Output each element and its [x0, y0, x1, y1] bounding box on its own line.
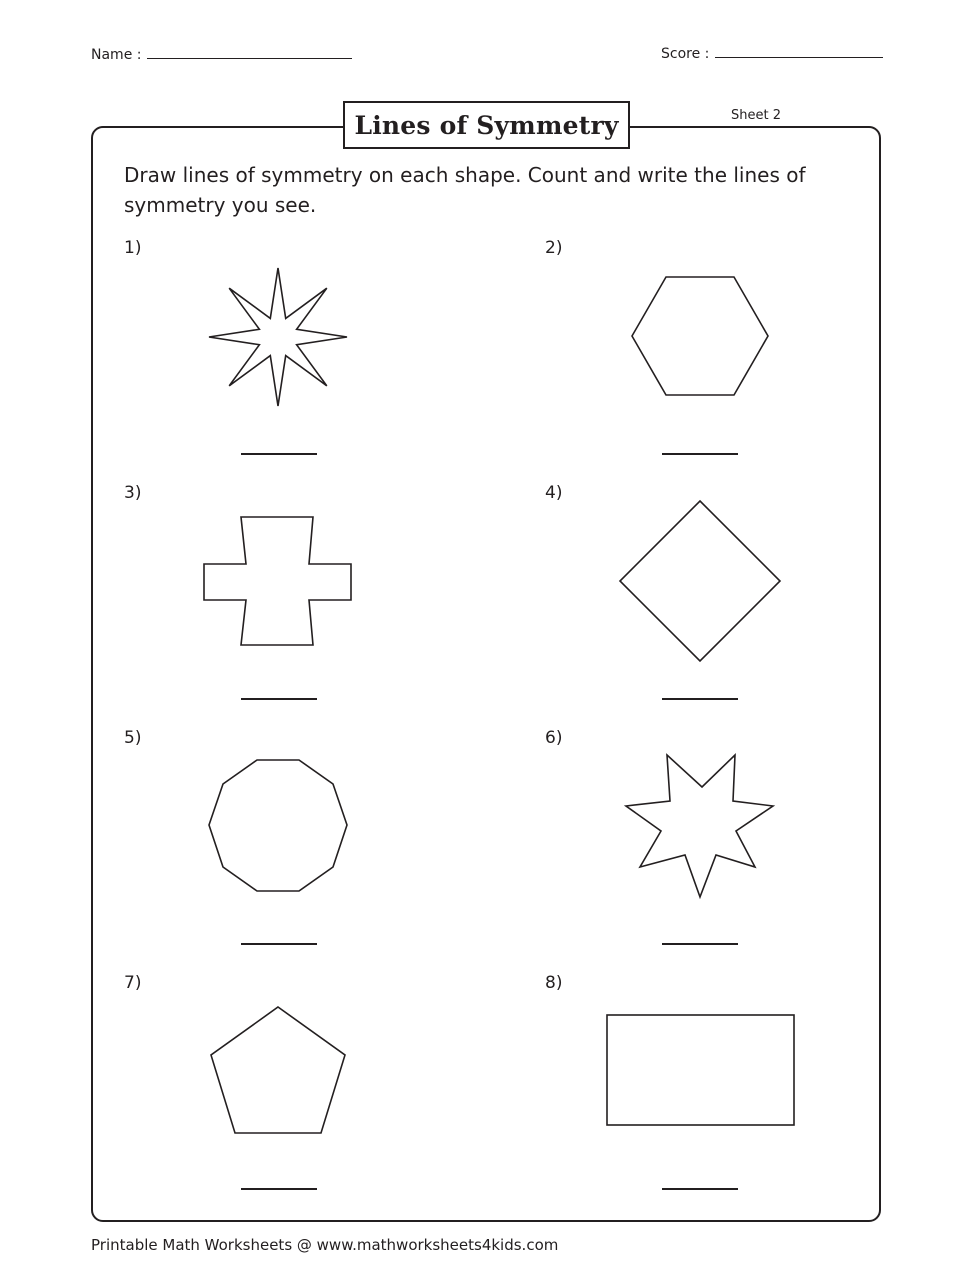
- name-blank[interactable]: [147, 44, 352, 59]
- answer-line[interactable]: [662, 453, 738, 455]
- question-number: 5): [124, 728, 142, 748]
- eight-pointed-star-icon: [203, 262, 353, 412]
- cross-icon: [200, 513, 356, 649]
- name-field[interactable]: [91, 44, 352, 63]
- instructions: Draw lines of symmetry on each shape. Count and write the lines of symmetry you see.: [124, 163, 806, 217]
- square-diamond-icon: [616, 497, 784, 665]
- name-label: Name :: [91, 47, 142, 63]
- question-number: 2): [545, 238, 563, 258]
- sheet-label: Sheet 2: [731, 108, 781, 123]
- answer-line[interactable]: [662, 1188, 738, 1190]
- score-field[interactable]: [661, 43, 883, 62]
- score-label: Score :: [661, 46, 710, 62]
- rectangle-icon: [604, 1011, 798, 1129]
- answer-line[interactable]: [241, 453, 317, 455]
- question-number: 4): [545, 483, 563, 503]
- hexagon-icon: [628, 274, 772, 398]
- decagon-icon: [205, 756, 351, 896]
- answer-line[interactable]: [662, 698, 738, 700]
- worksheet-title: Lines of Symmetry: [343, 101, 630, 149]
- answer-line[interactable]: [662, 943, 738, 945]
- pentagon-icon: [206, 1003, 350, 1137]
- answer-line[interactable]: [241, 698, 317, 700]
- score-blank[interactable]: [715, 43, 883, 58]
- question-number: 7): [124, 973, 142, 993]
- question-number: 8): [545, 973, 563, 993]
- footer-credit: Printable Math Worksheets @ www.mathworksheets4kids.com: [91, 1236, 559, 1254]
- question-number: 3): [124, 483, 142, 503]
- answer-line[interactable]: [241, 943, 317, 945]
- question-number: 1): [124, 238, 142, 258]
- question-number: 6): [545, 728, 563, 748]
- answer-line[interactable]: [241, 1188, 317, 1190]
- seven-pointed-star-icon: [622, 750, 778, 902]
